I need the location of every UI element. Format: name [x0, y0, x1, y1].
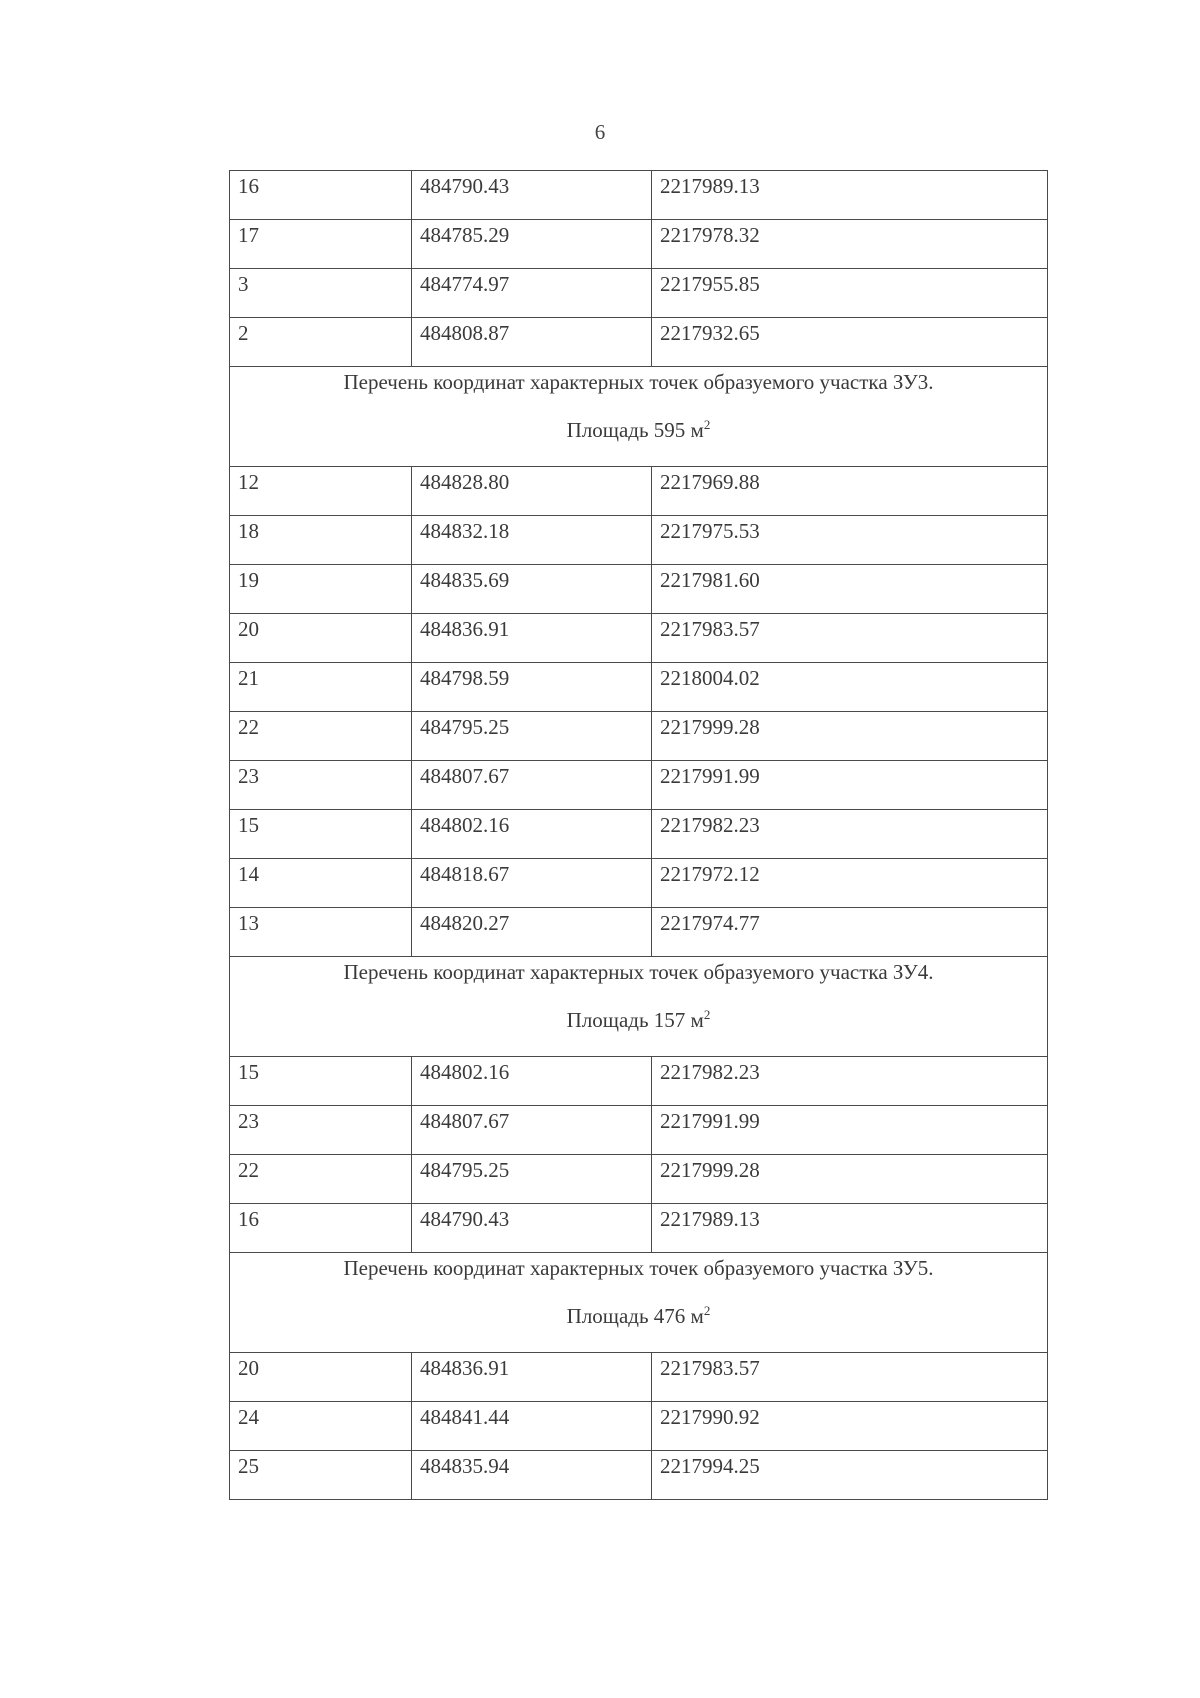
- y-coordinate-cell: 2217972.12: [652, 859, 1048, 908]
- section-header-row: [230, 367, 1048, 467]
- table-row: [230, 1402, 1048, 1451]
- coordinates-table-body: [230, 171, 1048, 1500]
- point-number-cell: 13: [230, 908, 412, 957]
- table-row: [230, 859, 1048, 908]
- y-coordinate-cell: 2217991.99: [652, 761, 1048, 810]
- x-coordinate-cell: 484790.43: [412, 171, 652, 220]
- table-row: [230, 1204, 1048, 1253]
- point-number-cell: 17: [230, 220, 412, 269]
- x-coordinate-cell: 484795.25: [412, 1155, 652, 1204]
- point-number-cell: 16: [230, 171, 412, 220]
- y-coordinate-cell: 2217983.57: [652, 614, 1048, 663]
- point-number-cell: 25: [230, 1451, 412, 1500]
- section-area: [238, 1303, 1039, 1329]
- point-number-cell: 15: [230, 1057, 412, 1106]
- y-coordinate-cell: 2217978.32: [652, 220, 1048, 269]
- point-number-cell: 18: [230, 516, 412, 565]
- point-number-cell: 23: [230, 761, 412, 810]
- table-row: [230, 220, 1048, 269]
- y-coordinate-cell: 2217955.85: [652, 269, 1048, 318]
- table-row: [230, 171, 1048, 220]
- point-number-cell: 16: [230, 1204, 412, 1253]
- point-number-cell: 19: [230, 565, 412, 614]
- y-coordinate-cell: 2217981.60: [652, 565, 1048, 614]
- point-number-cell: 14: [230, 859, 412, 908]
- section-title: Перечень координат характерных точек образуемого участка ЗУ4.: [343, 960, 934, 984]
- y-coordinate-cell: 2217999.28: [652, 712, 1048, 761]
- section-header-row: [230, 957, 1048, 1057]
- y-coordinate-cell: 2217982.23: [652, 1057, 1048, 1106]
- section-area: [238, 1007, 1039, 1033]
- section-area-text: Площадь 157 м: [566, 1008, 704, 1032]
- section-area-superscript: 2: [703, 1303, 711, 1318]
- point-number-cell: 2: [230, 318, 412, 367]
- point-number-cell: 3: [230, 269, 412, 318]
- section-area-superscript: 2: [703, 417, 711, 432]
- x-coordinate-cell: 484807.67: [412, 1106, 652, 1155]
- x-coordinate-cell: 484790.43: [412, 1204, 652, 1253]
- coordinates-table: [229, 170, 1048, 1500]
- x-coordinate-cell: 484774.97: [412, 269, 652, 318]
- table-row: [230, 810, 1048, 859]
- section-area-superscript: 2: [703, 1007, 711, 1022]
- y-coordinate-cell: 2217982.23: [652, 810, 1048, 859]
- x-coordinate-cell: 484836.91: [412, 614, 652, 663]
- x-coordinate-cell: 484835.94: [412, 1451, 652, 1500]
- point-number-cell: 22: [230, 1155, 412, 1204]
- y-coordinate-cell: 2217969.88: [652, 467, 1048, 516]
- table-row: [230, 318, 1048, 367]
- x-coordinate-cell: 484841.44: [412, 1402, 652, 1451]
- point-number-cell: 23: [230, 1106, 412, 1155]
- section-header-cell: [230, 1253, 1048, 1353]
- section-area-text: Площадь 476 м: [566, 1304, 704, 1328]
- section-area: [238, 417, 1039, 443]
- y-coordinate-cell: 2218004.02: [652, 663, 1048, 712]
- x-coordinate-cell: 484808.87: [412, 318, 652, 367]
- table-row: [230, 1451, 1048, 1500]
- point-number-cell: 22: [230, 712, 412, 761]
- table-row: [230, 565, 1048, 614]
- table-row: [230, 761, 1048, 810]
- table-row: [230, 467, 1048, 516]
- section-header-cell: [230, 957, 1048, 1057]
- section-title: Перечень координат характерных точек образуемого участка ЗУ3.: [343, 370, 934, 394]
- point-number-cell: 21: [230, 663, 412, 712]
- y-coordinate-cell: 2217989.13: [652, 1204, 1048, 1253]
- table-row: [230, 1155, 1048, 1204]
- y-coordinate-cell: 2217983.57: [652, 1353, 1048, 1402]
- x-coordinate-cell: 484828.80: [412, 467, 652, 516]
- section-title: Перечень координат характерных точек образуемого участка ЗУ5.: [343, 1256, 934, 1280]
- y-coordinate-cell: 2217991.99: [652, 1106, 1048, 1155]
- x-coordinate-cell: 484820.27: [412, 908, 652, 957]
- x-coordinate-cell: 484836.91: [412, 1353, 652, 1402]
- table-row: [230, 614, 1048, 663]
- point-number-cell: 20: [230, 614, 412, 663]
- x-coordinate-cell: 484795.25: [412, 712, 652, 761]
- section-header-row: [230, 1253, 1048, 1353]
- point-number-cell: 15: [230, 810, 412, 859]
- x-coordinate-cell: 484802.16: [412, 1057, 652, 1106]
- x-coordinate-cell: 484818.67: [412, 859, 652, 908]
- table-row: [230, 269, 1048, 318]
- x-coordinate-cell: 484832.18: [412, 516, 652, 565]
- table-row: [230, 1057, 1048, 1106]
- y-coordinate-cell: 2217989.13: [652, 171, 1048, 220]
- y-coordinate-cell: 2217932.65: [652, 318, 1048, 367]
- point-number-cell: 24: [230, 1402, 412, 1451]
- table-row: [230, 516, 1048, 565]
- point-number-cell: 12: [230, 467, 412, 516]
- table-row: [230, 908, 1048, 957]
- x-coordinate-cell: 484807.67: [412, 761, 652, 810]
- table-row: [230, 1353, 1048, 1402]
- page-number: 6: [594, 120, 606, 144]
- y-coordinate-cell: 2217974.77: [652, 908, 1048, 957]
- x-coordinate-cell: 484785.29: [412, 220, 652, 269]
- point-number-cell: 20: [230, 1353, 412, 1402]
- x-coordinate-cell: 484798.59: [412, 663, 652, 712]
- y-coordinate-cell: 2217994.25: [652, 1451, 1048, 1500]
- table-row: [230, 663, 1048, 712]
- y-coordinate-cell: 2217999.28: [652, 1155, 1048, 1204]
- section-header-cell: [230, 367, 1048, 467]
- table-row: [230, 1106, 1048, 1155]
- y-coordinate-cell: 2217990.92: [652, 1402, 1048, 1451]
- y-coordinate-cell: 2217975.53: [652, 516, 1048, 565]
- x-coordinate-cell: 484802.16: [412, 810, 652, 859]
- section-area-text: Площадь 595 м: [566, 418, 704, 442]
- table-row: [230, 712, 1048, 761]
- x-coordinate-cell: 484835.69: [412, 565, 652, 614]
